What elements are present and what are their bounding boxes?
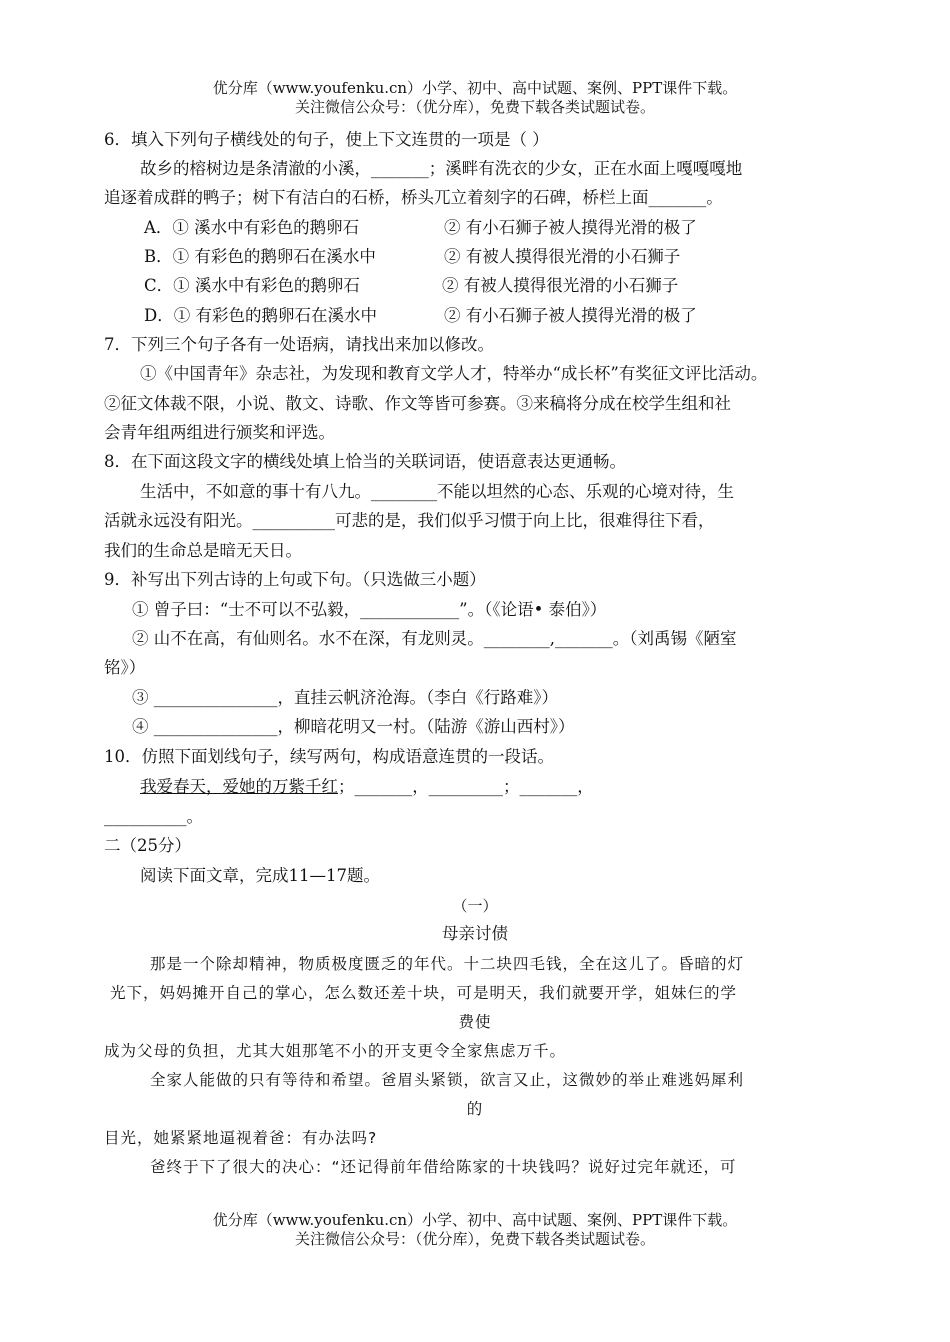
q6-option-d <box>144 304 697 328</box>
q6-option-b-part2: ② 有被人摸得很光滑的小石狮子 <box>444 247 681 266</box>
q6-passage-line-2: 追逐着成群的鸭子；树下有洁白的石桥，桥头兀立着刻字的石碑，桥栏上面_______。 <box>104 188 723 207</box>
q9-stem: 9．补写出下列古诗的上句或下句。（只选做三小题） <box>104 570 486 589</box>
q8-stem: 8．在下面这段文字的横线处填上恰当的关联词语，使语意表达更通畅。 <box>104 452 626 471</box>
q10-stem: 10．仿照下面划线句子，续写两句，构成语意连贯的一段话。 <box>104 747 554 766</box>
q6-option-c-part1: C．① 溪水中有彩色的鹅卵石 <box>144 276 360 295</box>
article-p1-line-3: 费使 <box>458 1013 492 1031</box>
article-p1-line-2: 光下，妈妈摊开自己的掌心，怎么数还差十块，可是明天，我们就要开学，姐妹仨的学 <box>110 984 738 1002</box>
q6-option-a-part2: ② 有小石狮子被人摸得光滑的极了 <box>444 218 697 237</box>
article-p2-line-2: 的 <box>466 1100 484 1118</box>
q7-line-3: 会青年组两组进行颁奖和评选。 <box>104 423 335 442</box>
q9-item-2-cont: 铭》） <box>104 658 146 677</box>
q10-underlined-sentence: 我爱春天，爱她的万紫千红 <box>140 777 338 796</box>
section2-instruction: 阅读下面文章，完成11—17题。 <box>140 866 380 885</box>
article-p2-line-1: 全家人能做的只有等待和希望。爸眉头紧锁，欲言又止，这微妙的举止难逃妈犀利 <box>150 1071 745 1089</box>
q6-option-b-part1: B．① 有彩色的鹅卵石在溪水中 <box>144 247 376 266</box>
q6-stem: 6．填入下列句子横线处的句子，使上下文连贯的一项是（ ） <box>104 130 549 149</box>
q9-item-3: ③ _______________，直挂云帆济沧海。（李白《行路难》） <box>132 688 558 707</box>
q8-line-3: 我们的生命总是暗无天日。 <box>104 541 302 560</box>
section2-title: 二（25分） <box>104 836 191 855</box>
q7-line-2: ②征文体裁不限，小说、散文、诗歌、作文等皆可参赛。③来稿将分成在校学生组和社 <box>104 394 731 413</box>
header-line-1: 优分库（www.youfenku.cn）小学、初中、高中试题、案例、PPT课件下载。 <box>212 79 738 97</box>
q6-option-a-part1: A．① 溪水中有彩色的鹅卵石 <box>144 218 360 237</box>
header-line-2: 关注微信公众号：（优分库），免费下载各类试题试卷。 <box>294 98 655 116</box>
q8-line-1: 生活中，不如意的事十有八九。________不能以坦然的心态、乐观的心境对待，生 <box>140 482 734 501</box>
q7-line-1: ①《中国青年》杂志社，为发现和教育文学人才，特举办“成长杯”有奖征文评比活动。 <box>140 364 768 383</box>
q9-item-4: ④ _______________，柳暗花明又一村。（陆游《游山西村》） <box>132 717 575 736</box>
q6-option-d-part2: ② 有小石狮子被人摸得光滑的极了 <box>444 306 697 325</box>
article-part-label: （一） <box>452 897 498 915</box>
q10-line-1 <box>140 775 594 799</box>
q10-blanks: ；_______，_________；_______， <box>338 777 594 796</box>
q9-item-1: ① 曾子曰：“士不可以不弘毅，____________”。（《论语• 泰伯》） <box>132 600 607 619</box>
article-p3-line-1: 爸终于下了很大的决心：“还记得前年借给陈家的十块钱吗？说好过完年就还，可 <box>150 1158 737 1176</box>
q6-passage-line-1: 故乡的榕树边是条清澈的小溪，_______；溪畔有洗衣的少女，正在水面上嘎嘎嘎地 <box>140 159 743 178</box>
q7-stem: 7．下列三个句子各有一处语病，请找出来加以修改。 <box>104 335 494 354</box>
footer-line-1: 优分库（www.youfenku.cn）小学、初中、高中试题、案例、PPT课件下载。 <box>212 1211 738 1229</box>
q9-item-2: ② 山不在高，有仙则名。水不在深，有龙则灵。________,_______。（刘禹锡《陋室 <box>132 629 737 648</box>
q6-option-c <box>144 274 679 298</box>
q6-option-c-part2: ② 有被人摸得很光滑的小石狮子 <box>442 276 679 295</box>
q6-option-b <box>144 245 681 269</box>
q6-option-a <box>144 216 697 240</box>
article-p1-line-1: 那是一个除却精神，物质极度匮乏的年代。十二块四毛钱，全在这儿了。昏暗的灯 <box>150 955 745 973</box>
article-p2-line-3: 目光，她紧紧地逼视着爸：有办法吗? <box>104 1129 378 1147</box>
article-p1-line-4: 成为父母的负担，尤其大姐那笔不小的开支更令全家焦虑万千。 <box>104 1042 567 1060</box>
q8-line-2: 活就永远没有阳光。__________可悲的是，我们似乎习惯于向上比，很难得往下看， <box>104 511 715 530</box>
q10-line-2: __________。 <box>104 807 203 826</box>
article-title: 母亲讨债 <box>442 924 508 943</box>
q6-option-d-part1: D．① 有彩色的鹅卵石在溪水中 <box>144 306 377 325</box>
footer-line-2: 关注微信公众号：（优分库），免费下载各类试题试卷。 <box>294 1230 655 1248</box>
